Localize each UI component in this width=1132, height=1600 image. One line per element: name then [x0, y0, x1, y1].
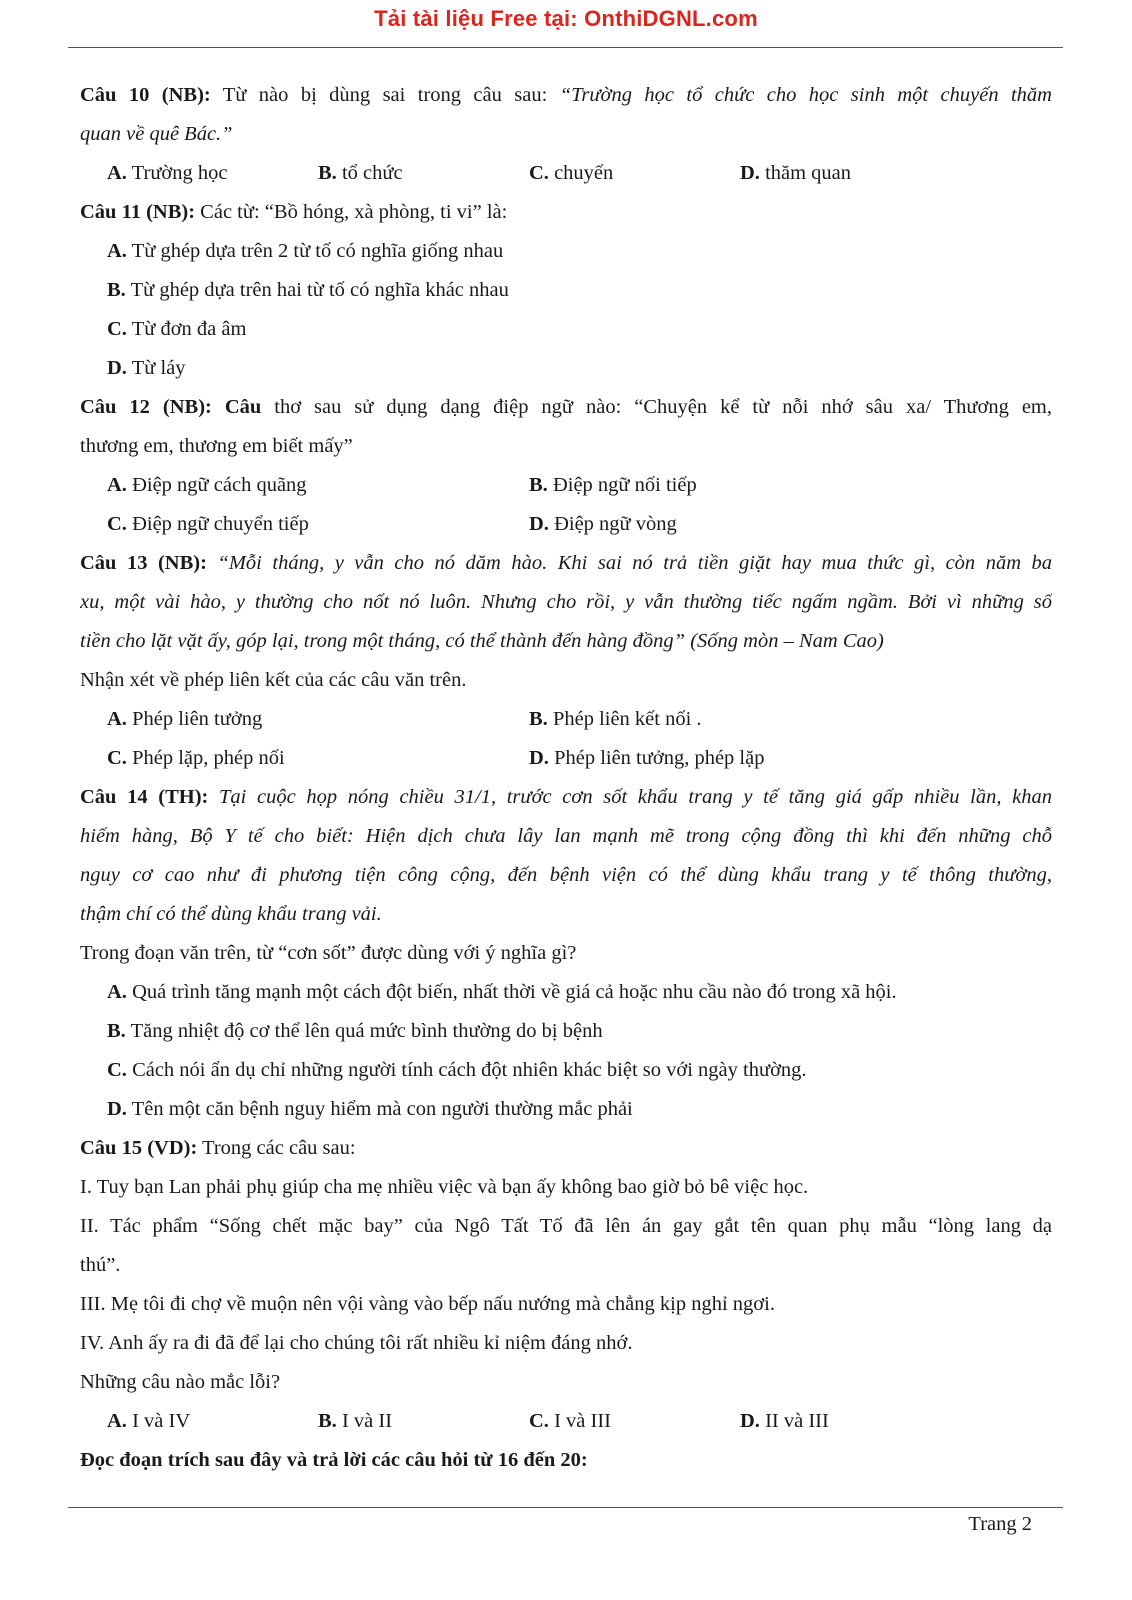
- option-a[interactable]: A. I và IV: [107, 1410, 191, 1432]
- option-c[interactable]: C. Cách nói ẩn dụ chỉ những người tính cách đột nhiên khác biệt so với ngày thường.: [107, 1059, 807, 1081]
- option-a[interactable]: A. Từ ghép dựa trên 2 từ tố có nghĩa giống nhau: [107, 240, 504, 262]
- option-a[interactable]: A. Phép liên tưởng: [107, 708, 263, 730]
- question-15: Câu 15 (VD): Trong các câu sau:: [80, 1137, 356, 1159]
- question-14-quote-3: nguy cơ cao như đi phương tiện công cộng, đến bệnh viện có thể dùng khẩu trang y tế thông thường,: [80, 864, 1052, 886]
- question-13: Câu 13 (NB): “Mỗi tháng, y vẫn cho nó dăm hào. Khi sai nó trả tiền giặt hay mua thức gì, còn năm ba: [80, 552, 1052, 574]
- option-b[interactable]: B. I và II: [318, 1410, 393, 1432]
- option-c[interactable]: C. chuyến: [529, 162, 614, 184]
- option-c[interactable]: C. Từ đơn đa âm: [107, 318, 247, 340]
- sentence-2: II. Tác phẩm “Sống chết mặc bay” của Ngô Tất Tố đã lên án gay gắt tên quan phụ mẫu “lòng lang dạ: [80, 1215, 1052, 1237]
- option-b[interactable]: B. Từ ghép dựa trên hai từ tố có nghĩa khác nhau: [107, 279, 509, 301]
- question-12-options-row1: [80, 466, 1052, 505]
- question-10-options: [80, 154, 1052, 193]
- question-10: Câu 10 (NB): Từ nào bị dùng sai trong câu sau: “Trường học tổ chức cho học sinh một chuyến thăm: [80, 84, 1052, 106]
- option-b[interactable]: B. tổ chức: [318, 162, 403, 184]
- reading-instruction: Đọc đoạn trích sau đây và trả lời các câu hỏi từ 16 đến 20:: [80, 1449, 588, 1471]
- page-number: Trang 2: [968, 1513, 1032, 1535]
- question-12: Câu 12 (NB): Câu thơ sau sử dụng dạng điệp ngữ nào: “Chuyện kể từ nỗi nhớ sâu xa/ Thương em,: [80, 396, 1052, 418]
- option-d[interactable]: D. Từ láy: [107, 357, 186, 379]
- option-c[interactable]: C. Phép lặp, phép nối: [107, 747, 285, 769]
- option-a[interactable]: A. Điệp ngữ cách quãng: [107, 474, 307, 496]
- header-banner[interactable]: Tải tài liệu Free tại: OnthiDGNL.com: [374, 6, 758, 31]
- sentence-3: III. Mẹ tôi đi chợ về muộn nên vội vàng vào bếp nấu nướng mà chẳng kịp nghỉ ngơi.: [80, 1293, 775, 1315]
- question-14: Câu 14 (TH): Tại cuộc họp nóng chiều 31/1, trước cơn sốt khẩu trang y tế tăng giá gấp nhiều lần, khan: [80, 786, 1052, 808]
- sentence-1: I. Tuy bạn Lan phải phụ giúp cha mẹ nhiều việc và bạn ấy không bao giờ bỏ bê việc học.: [80, 1176, 809, 1198]
- exam-content: [80, 76, 1052, 1480]
- question-13-options-row1: [80, 700, 1052, 739]
- option-d[interactable]: D. Điệp ngữ vòng: [529, 513, 677, 535]
- question-15-prompt: Những câu nào mắc lỗi?: [80, 1371, 281, 1393]
- option-b[interactable]: B. Điệp ngữ nối tiếp: [529, 474, 697, 496]
- sentence-4: IV. Anh ấy ra đi đã để lại cho chúng tôi rất nhiều kỉ niệm đáng nhớ.: [80, 1332, 633, 1354]
- header-divider: [68, 47, 1063, 48]
- question-14-quote-2: hiếm hàng, Bộ Y tế cho biết: Hiện dịch chưa lây lan mạnh mẽ trong cộng đồng thì khi đến những chỗ: [80, 825, 1052, 847]
- option-c[interactable]: C. I và III: [529, 1410, 611, 1432]
- question-13-quote-2: xu, một vài hào, y thường cho nốt nó luôn. Nhưng cho rồi, y vẫn thường tiếc ngấm ngầm. Bởi vì những số: [80, 591, 1052, 613]
- question-12-cont: thương em, thương em biết mấy”: [80, 435, 353, 457]
- question-11: Câu 11 (NB): Các từ: “Bồ hóng, xà phòng, ti vi” là:: [80, 201, 508, 223]
- question-14-prompt: Trong đoạn văn trên, từ “cơn sốt” được dùng với ý nghĩa gì?: [80, 942, 577, 964]
- option-a[interactable]: A. Quá trình tăng mạnh một cách đột biến, nhất thời về giá cả hoặc nhu cầu nào đó trong xã hội.: [107, 981, 897, 1003]
- option-d[interactable]: D. Phép liên tưởng, phép lặp: [529, 747, 765, 769]
- option-d[interactable]: D. thăm quan: [740, 162, 852, 184]
- option-b[interactable]: B. Tăng nhiệt độ cơ thể lên quá mức bình thường do bị bệnh: [107, 1020, 603, 1042]
- question-12-options-row2: [80, 505, 1052, 544]
- sentence-2-cont: thú”.: [80, 1254, 121, 1276]
- question-13-quote-3: tiền cho lặt vặt ấy, góp lại, trong một tháng, có thể thành đến hàng đồng” (Sống mòn – Nam Cao): [80, 630, 884, 652]
- question-15-options: [80, 1402, 1052, 1441]
- question-13-options-row2: [80, 739, 1052, 778]
- option-d[interactable]: D. Tên một căn bệnh nguy hiểm mà con người thường mắc phải: [107, 1098, 633, 1120]
- footer-divider: [68, 1507, 1063, 1508]
- question-14-quote-4: thậm chí có thể dùng khẩu trang vải.: [80, 903, 382, 925]
- question-13-prompt: Nhận xét về phép liên kết của các câu văn trên.: [80, 669, 467, 691]
- option-c[interactable]: C. Điệp ngữ chuyển tiếp: [107, 513, 309, 535]
- option-d[interactable]: D. II và III: [740, 1410, 829, 1432]
- option-b[interactable]: B. Phép liên kết nối .: [529, 708, 702, 730]
- question-10-cont: quan về quê Bác.”: [80, 123, 233, 145]
- option-a[interactable]: A. Trường học: [107, 162, 228, 184]
